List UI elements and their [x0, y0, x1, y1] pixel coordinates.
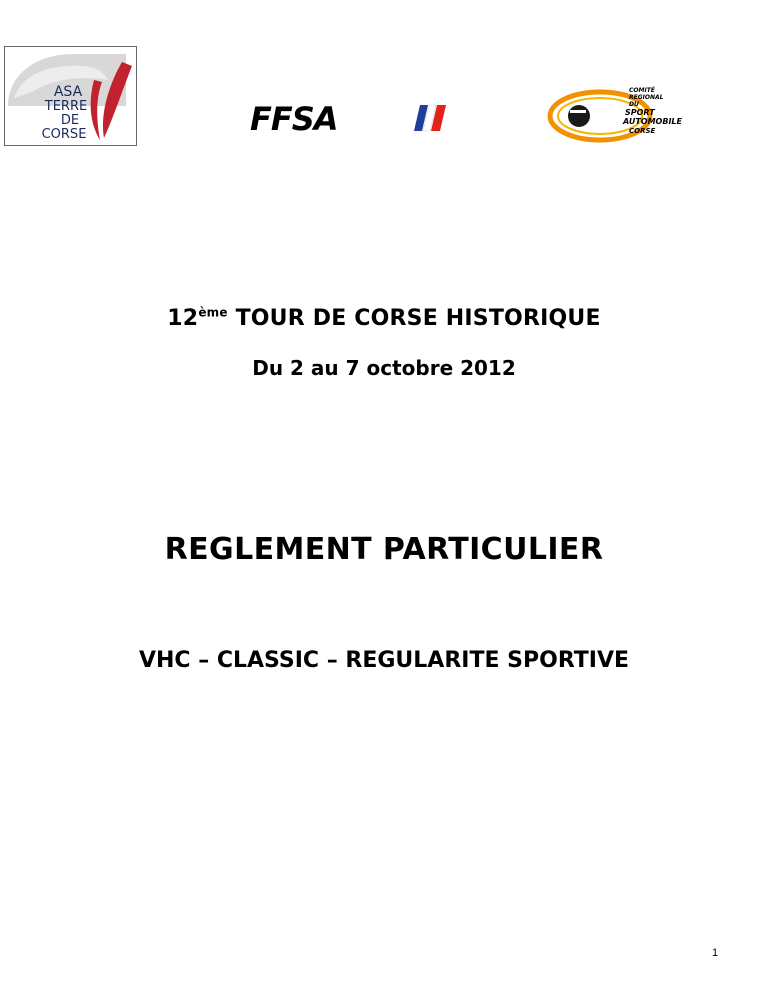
crsa-logo-line-4: SPORT — [625, 108, 655, 117]
asa-logo-line-2: TERRE — [44, 99, 88, 114]
event-title — [0, 306, 768, 331]
asa-logo-line-4: CORSE — [41, 127, 87, 142]
ffsa-logo-text: FFSA — [250, 103, 338, 133]
page-number: 1 — [712, 947, 719, 959]
asa-logo-line-1: ASA — [53, 84, 83, 100]
crsa-logo-line-2: REGIONAL — [629, 94, 664, 101]
event-ordinal-suffix: ème — [198, 305, 228, 320]
crsa-logo-line-3: DU — [629, 101, 639, 108]
crsa-logo-line-6: CORSE — [629, 127, 656, 135]
comite-regional-sport-automobile-corse-logo — [545, 84, 705, 144]
event-name: TOUR DE CORSE HISTORIQUE — [235, 306, 601, 331]
event-number: 12 — [167, 306, 199, 331]
asa-logo-line-3: DE — [60, 113, 80, 128]
event-dates: Du 2 au 7 octobre 2012 — [252, 356, 516, 380]
document-title: REGLEMENT PARTICULIER — [164, 532, 604, 567]
asa-terre-de-corse-logo — [4, 46, 137, 146]
document-categories: VHC – CLASSIC – REGULARITE SPORTIVE — [138, 648, 630, 673]
crsa-logo-line-5: AUTOMOBILE — [623, 117, 682, 126]
crsa-logo-line-1: COMITÉ — [629, 87, 655, 94]
ffsa-logo — [250, 103, 450, 133]
